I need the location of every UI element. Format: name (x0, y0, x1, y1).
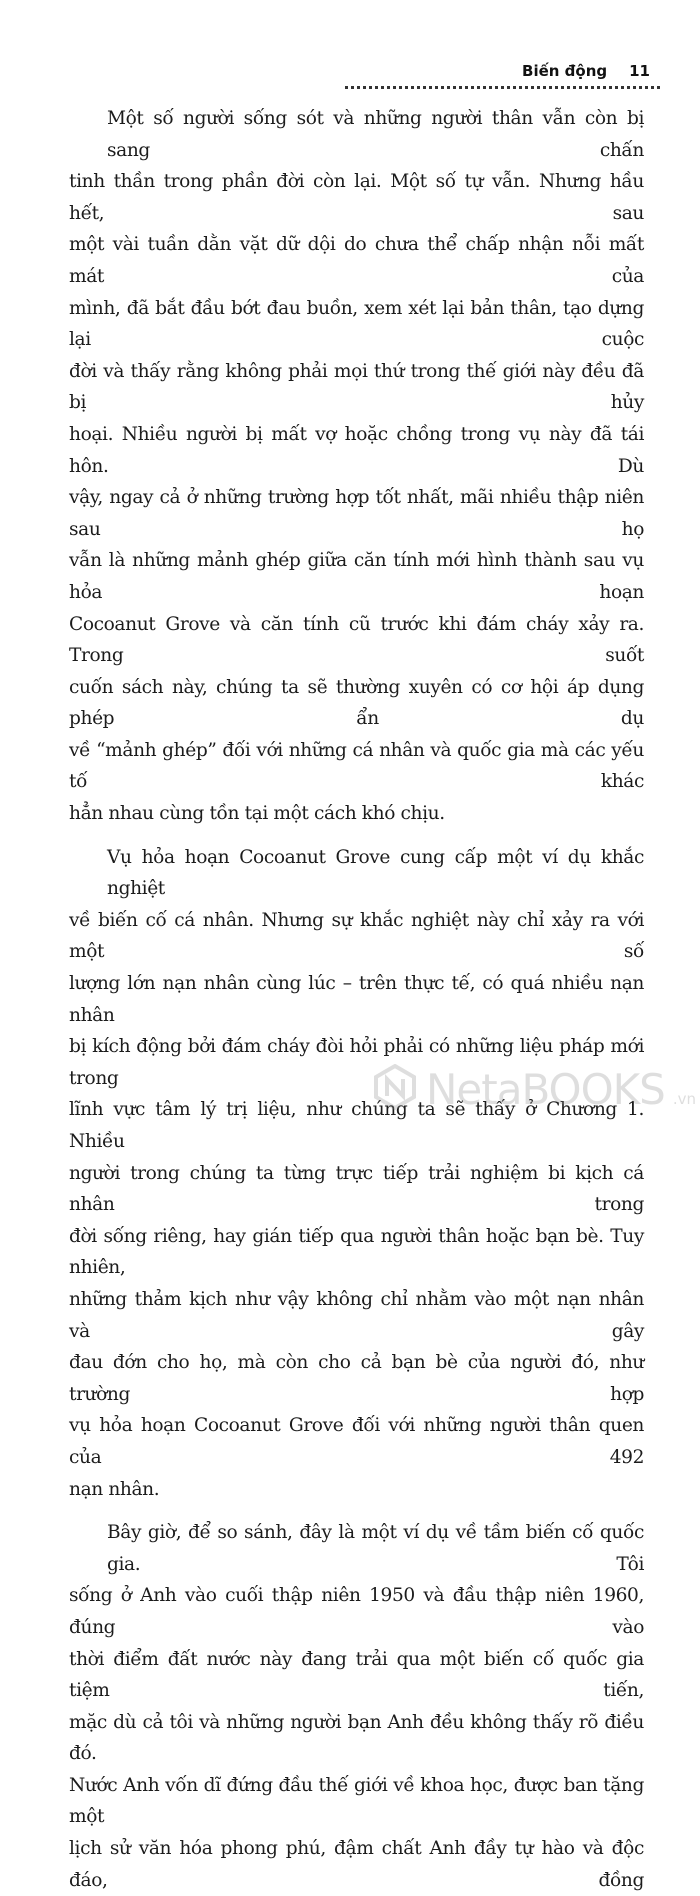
text-line: về “mảnh ghép” đối với những cá nhân và quốc gia mà các yếu tố khác (69, 739, 644, 793)
text-line: một vài tuần dằn vặt dữ dội do chưa thể chấp nhận nỗi mất mát của (69, 234, 644, 287)
text-line: lượng lớn nạn nhân cùng lúc – trên thực tế, có quá nhiều nạn nhân (69, 973, 644, 1026)
text-line: về biến cố cá nhân. Nhưng sự khắc nghiệt này chỉ xảy ra với một số (69, 909, 644, 963)
text-line: Một số người sống sót và những người thân vẫn còn bị sang chấn (107, 108, 644, 161)
running-header (522, 62, 650, 80)
text-line: hẳn nhau cùng tồn tại một cách khó chịu. (69, 803, 445, 825)
watermark-brand: NetaBOOKS (425, 1064, 665, 1114)
text-line: vẫn là những mảnh ghép giữa căn tính mới hình thành sau vụ hỏa hoạn (69, 550, 644, 603)
text-line: Cocoanut Grove và căn tính cũ trước khi đám cháy xảy ra. Trong suốt (69, 613, 644, 667)
text-line: Vụ hỏa hoạn Cocoanut Grove cung cấp một ví dụ khắc nghiệt (107, 846, 644, 900)
text-line: bị kích động bởi đám cháy đòi hỏi phải có những liệu pháp mới trong (69, 1036, 644, 1089)
body-text (69, 103, 644, 1896)
header-dotted-rule (345, 86, 660, 89)
text-line: mình, đã bắt đầu bớt đau buồn, xem xét lại bản thân, tạo dựng lại cuộc (69, 297, 644, 351)
text-line: tinh thần trong phần đời còn lại. Một số tự vẫn. Nhưng hầu hết, sau (69, 171, 644, 224)
text-line: cuốn sách này, chúng ta sẽ thường xuyên có cơ hội áp dụng phép ẩn dụ (69, 676, 644, 730)
netabooks-logo-icon (372, 1064, 418, 1114)
paragraph (69, 842, 644, 1505)
text-line: Nước Anh vốn dĩ đứng đầu thế giới về khoa học, được ban tặng một (69, 1774, 644, 1828)
text-line: thời điểm đất nước này đang trải qua một biến cố quốc gia tiệm tiến, (69, 1648, 644, 1702)
text-line: vậy, ngay cả ở những trường hợp tốt nhất, mãi nhiều thập niên sau họ (69, 487, 644, 540)
text-line: người trong chúng ta từng trực tiếp trải nghiệm bi kịch cá nhân trong (69, 1162, 644, 1216)
text-line: vụ hỏa hoạn Cocoanut Grove đối với những người thân quen của 492 (69, 1415, 644, 1468)
text-line: đau đớn cho họ, mà còn cho cả bạn bè của người đó, như trường hợp (69, 1352, 644, 1405)
text-line: những thảm kịch như vậy không chỉ nhằm vào một nạn nhân và gây (69, 1288, 644, 1342)
text-line: mặc dù cả tôi và những người bạn Anh đều không thấy rõ điều đó. (69, 1711, 644, 1765)
chapter-title: Biến động (522, 62, 608, 80)
text-line: đời sống riêng, hay gián tiếp qua người thân hoặc bạn bè. Tuy nhiên, (69, 1225, 644, 1279)
watermark-suffix: .vn (672, 1090, 696, 1108)
text-line: Bây giờ, để so sánh, đây là một ví dụ về tầm biến cố quốc gia. Tôi (107, 1522, 644, 1575)
text-line: nạn nhân. (69, 1478, 160, 1500)
text-line: lĩnh vực tâm lý trị liệu, như chúng ta sẽ thấy ở Chương 1. Nhiều (69, 1099, 644, 1152)
text-line: sống ở Anh vào cuối thập niên 1950 và đầu thập niên 1960, đúng vào (69, 1585, 644, 1638)
text-line: lịch sử văn hóa phong phú, đậm chất Anh đầy tự hào và độc đáo, đồng (69, 1838, 644, 1891)
text-line: đời và thấy rằng không phải mọi thứ trong thế giới này đều đã bị hủy (69, 360, 644, 414)
page-number: 11 (629, 62, 650, 80)
paragraph (69, 103, 644, 830)
watermark (372, 1064, 696, 1114)
text-line: hoại. Nhiều người bị mất vợ hoặc chồng trong vụ này đã tái hôn. Dù (69, 423, 644, 477)
paragraph (69, 1517, 644, 1896)
